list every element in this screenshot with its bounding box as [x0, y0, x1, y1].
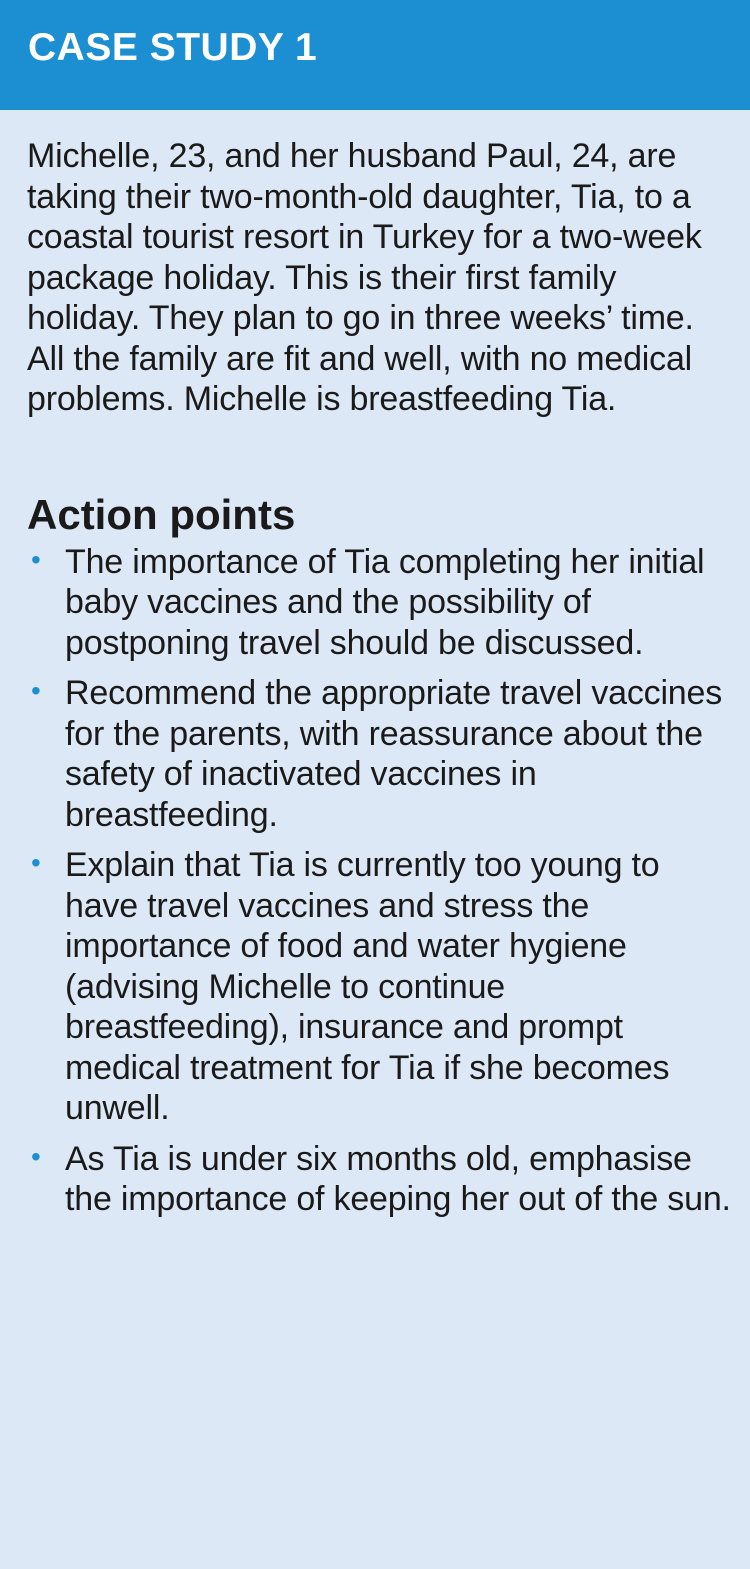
bullet-icon: • [31, 1140, 41, 1172]
action-point-text: Recommend the appropriate travel vaccines for the parents, with reassurance about the safety of inactivated vaccines in breastfeeding. [65, 674, 723, 834]
action-points-heading: Action points [27, 490, 296, 538]
bullet-icon: • [31, 543, 41, 575]
action-point-text: The importance of Tia completing her initial baby vaccines and the possibility of postponing travel should be discussed. [65, 542, 705, 662]
action-point-text: As Tia is under six months old, emphasise the importance of keeping her out of the sun. [65, 1139, 731, 1218]
bullet-icon: • [31, 847, 41, 878]
action-points-list [0, 542, 750, 1220]
action-point-item [0, 1139, 750, 1220]
bullet-icon: • [31, 675, 41, 706]
case-study-header [0, 0, 750, 110]
action-point-item [0, 845, 750, 1129]
case-study-title: CASE STUDY 1 [28, 26, 318, 69]
action-point-item [0, 542, 750, 664]
action-point-text: Explain that Tia is currently too young to have travel vaccines and stress the importance of food and water hygiene (advising Michelle to continue breastfeeding), insurance and prompt medical treatment for Tia if she becomes unwell. [65, 846, 670, 1127]
action-point-item [0, 673, 750, 835]
case-study-intro: Michelle, 23, and her husband Paul, 24, are taking their two-month-old daughter, Tia, to a coastal tourist resort in Turkey for a two-week package holiday. This is their first family holiday. They plan to go in three weeks’ time. All the family are fit and well, with no medical problems. Michelle is breastfeeding Tia. [27, 137, 702, 418]
